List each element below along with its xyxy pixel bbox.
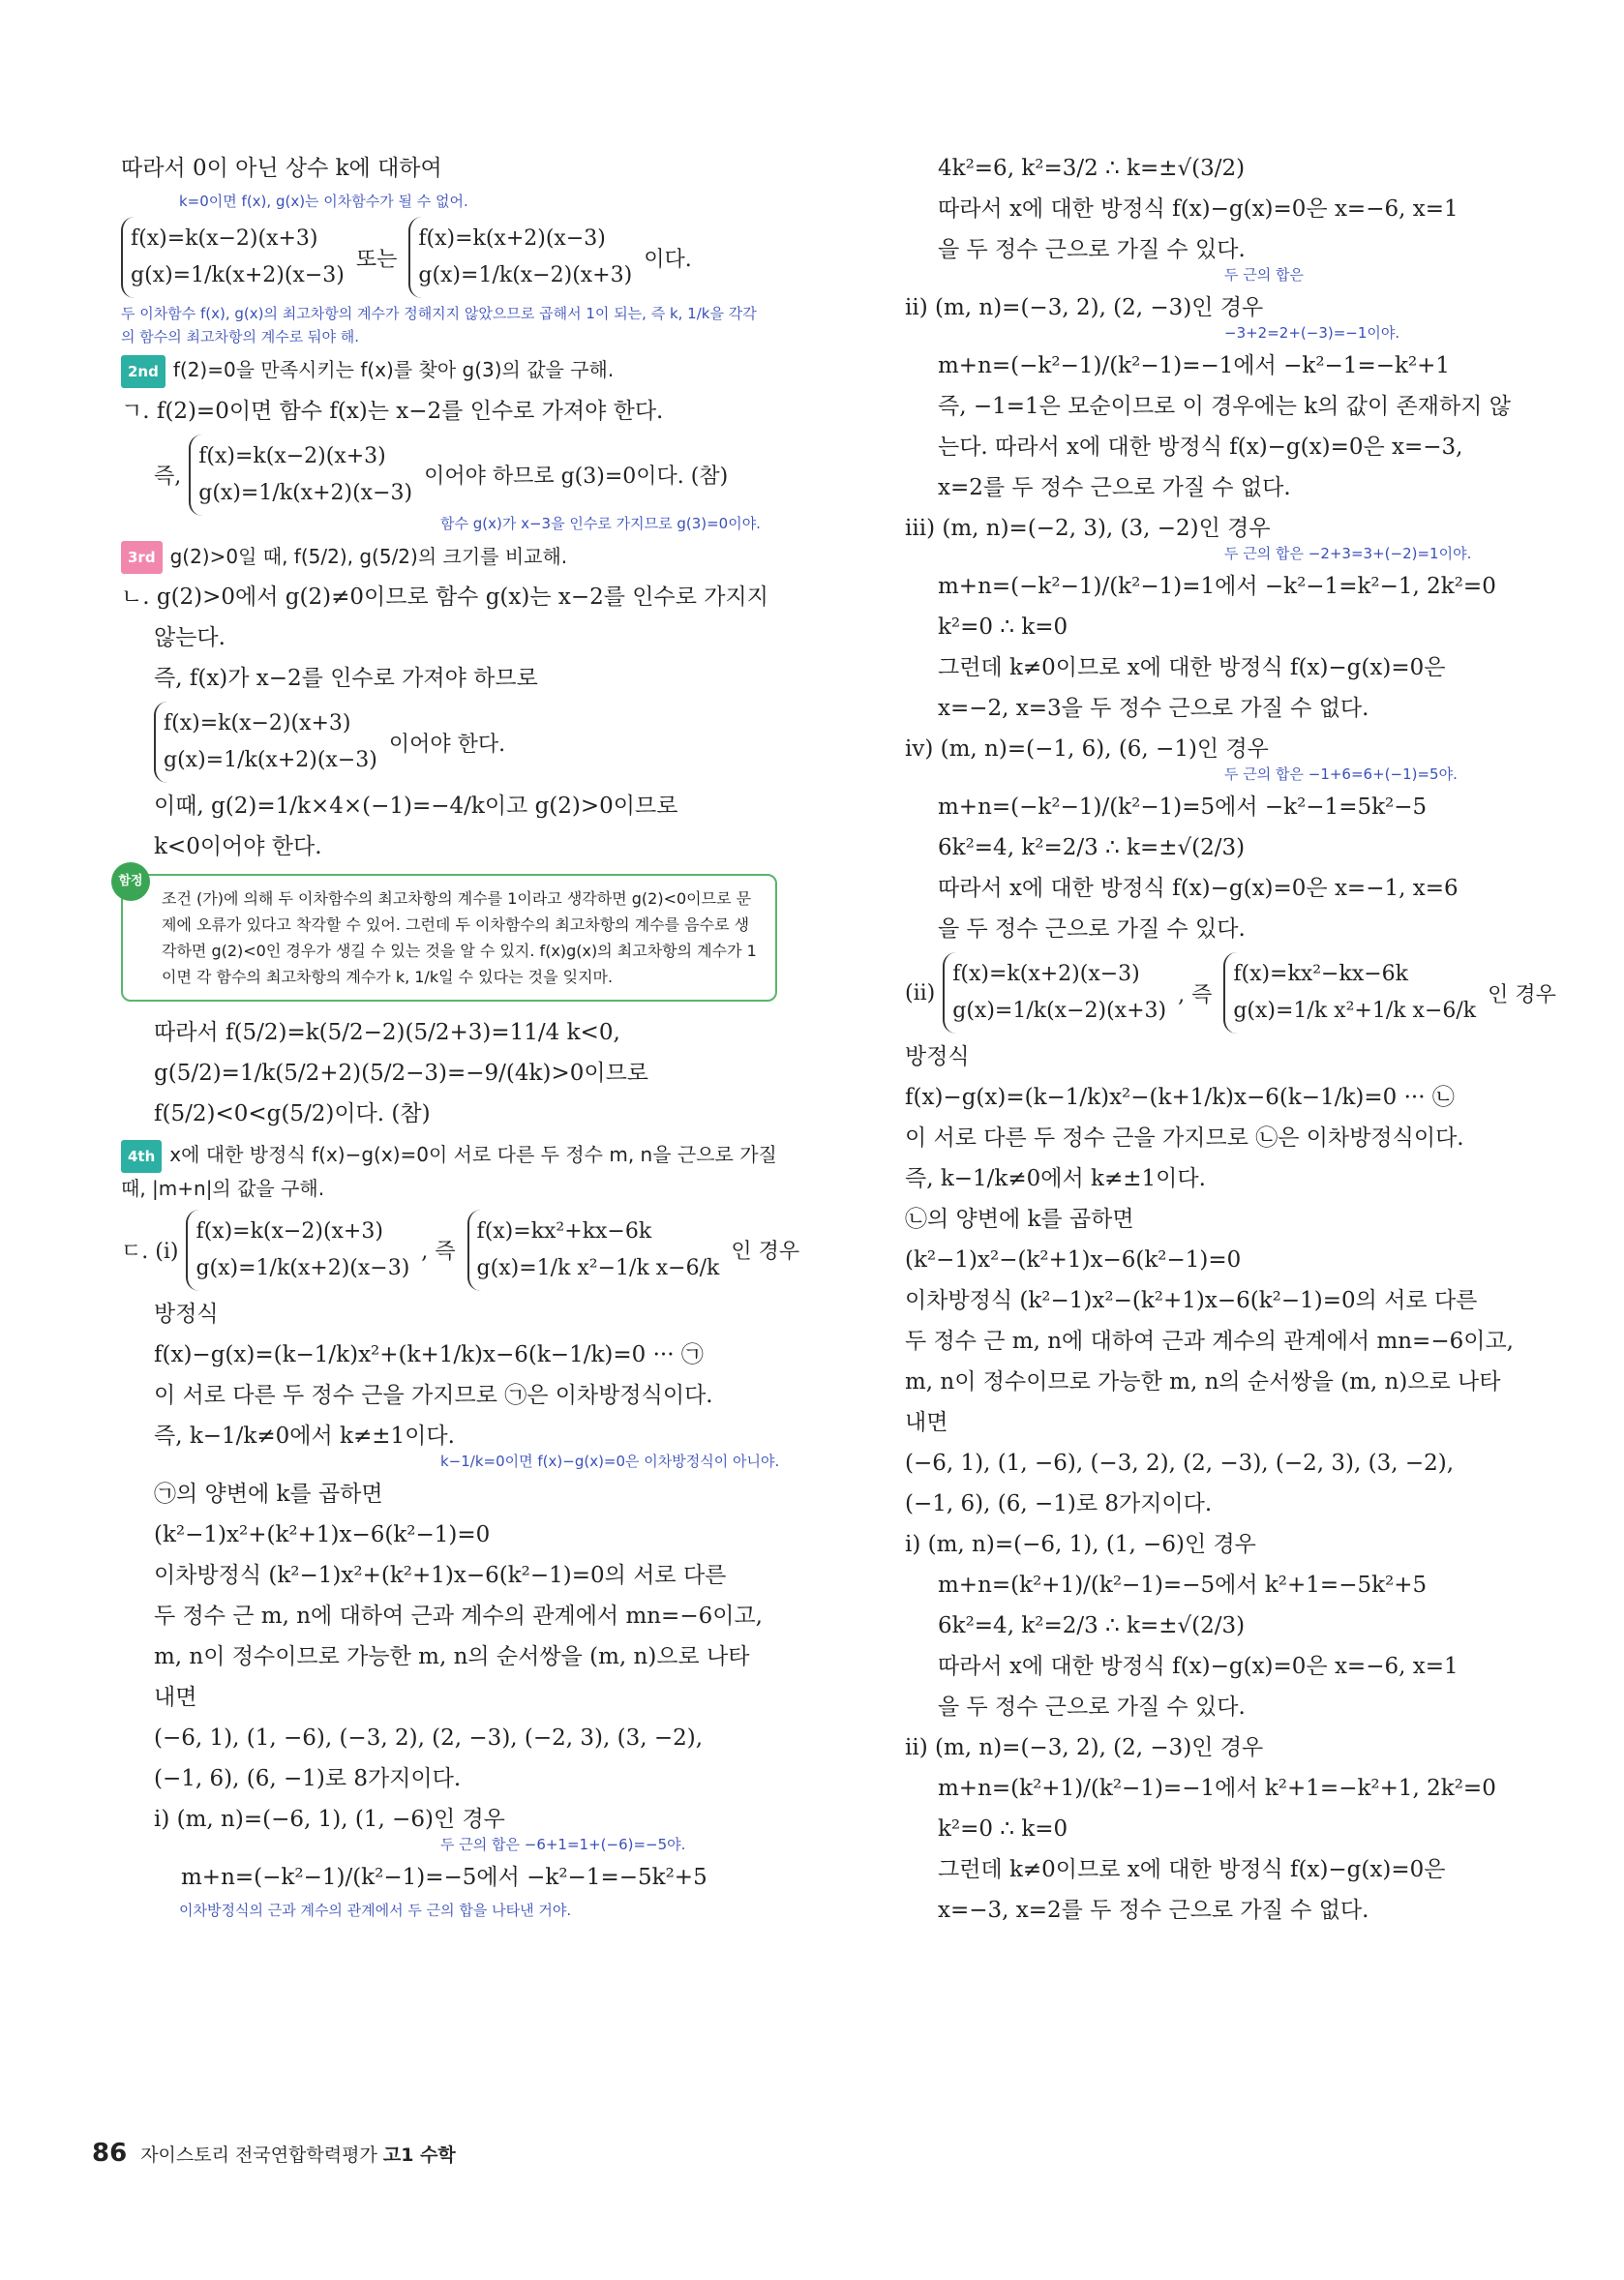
text-line: (−1, 6), (6, −1)로 8가지이다. bbox=[154, 1765, 462, 1791]
equation-row: f(x)=kx²+kx−6k bbox=[476, 1218, 652, 1244]
text-line: 즉, f(x)가 x−2를 인수로 가져야 하므로 bbox=[154, 666, 538, 691]
connector-text: , 즉 bbox=[421, 1240, 456, 1264]
equation-row: g(x)=1/k(x+2)(x−3) bbox=[131, 263, 345, 287]
connector-text: , 즉 bbox=[1178, 982, 1213, 1007]
equation-system bbox=[121, 1210, 798, 1291]
subject-label: 고1 수학 bbox=[382, 2145, 456, 2166]
text-line: 이차방정식 (k²−1)x²−(k²+1)x−6(k²−1)=0의 서로 다른 bbox=[905, 1288, 1478, 1313]
connector-text: 이어야 한다. bbox=[388, 732, 506, 757]
equation-system bbox=[121, 217, 798, 298]
annotation-note: 이차방정식의 근과 계수의 관계에서 두 근의 합을 나타낸 거야. bbox=[179, 1901, 572, 1919]
system-label: (ii) bbox=[905, 980, 936, 1005]
text-line: 6k²=4, k²=2/3 ∴ k=±√(2/3) bbox=[938, 1613, 1246, 1638]
equation-row: g(x)=1/k(x+2)(x−3) bbox=[198, 480, 413, 505]
text-line: m+n=(−k²−1)/(k²−1)=−5에서 −k²−1=−5k²+5 bbox=[181, 1864, 707, 1890]
text-line: (−6, 1), (1, −6), (−3, 2), (2, −3), (−2, 3), (3, −2), bbox=[905, 1451, 1455, 1476]
text-line: 두 정수 근 m, n에 대하여 근과 계수의 관계에서 mn=−6이고, bbox=[905, 1329, 1514, 1354]
text-line: 두 정수 근 m, n에 대하여 근과 계수의 관계에서 mn=−6이고, bbox=[154, 1603, 763, 1629]
connector-text: 인 경우 bbox=[1488, 982, 1556, 1007]
annotation-note: 두 근의 합은 −1+6=6+(−1)=5야. bbox=[1224, 765, 1458, 783]
book-title: 자이스토리 전국연합학력평가 bbox=[140, 2145, 383, 2166]
equation-row: f(x)=k(x+2)(x−3) bbox=[952, 962, 1140, 986]
step-badge: 3rd bbox=[121, 541, 163, 574]
text-line: 즉, −1=1은 모순이므로 이 경우에는 k의 값이 존재하지 않 bbox=[938, 394, 1511, 419]
left-column bbox=[118, 145, 800, 1924]
equation-row: g(x)=1/k x²−1/k x−6/k bbox=[476, 1255, 720, 1280]
page-number: 86 bbox=[92, 2139, 128, 2168]
text-line: 방정식 bbox=[905, 1044, 970, 1069]
annotation-note: k=0이면 f(x), g(x)는 이차함수가 될 수 없어. bbox=[179, 193, 468, 210]
text-line: ㉠의 양변에 k를 곱하면 bbox=[154, 1481, 383, 1507]
equation-row: g(x)=1/k(x−2)(x+3) bbox=[952, 999, 1167, 1023]
step-heading bbox=[121, 1139, 798, 1204]
text-line: 4k²=6, k²=3/2 ∴ k=±√(3/2) bbox=[938, 156, 1246, 181]
text-line: 내면 bbox=[905, 1410, 948, 1435]
annotation-note: 두 이차함수 f(x), g(x)의 최고차항의 계수가 정해지지 않았으므로 곱해서 1이 되는, 즉 k, 1/k을 각각 bbox=[121, 305, 757, 322]
step-heading bbox=[121, 354, 798, 388]
text-line: x=2를 두 정수 근으로 가질 수 없다. bbox=[938, 475, 1291, 500]
text-line: 을 두 정수 근으로 가질 수 있다. bbox=[938, 1695, 1246, 1720]
text-line: ㄱ. f(2)=0이면 함수 f(x)는 x−2를 인수로 가져야 한다. bbox=[121, 398, 664, 424]
annotation-note: 두 근의 합은 −6+1=1+(−6)=−5야. bbox=[440, 1835, 686, 1853]
text-line: 내면 bbox=[154, 1684, 197, 1710]
equation-row: g(x)=1/k(x+2)(x−3) bbox=[164, 748, 377, 772]
equation-row: f(x)=kx²−kx−6k bbox=[1233, 962, 1408, 986]
step-heading bbox=[121, 541, 798, 575]
text-line: m+n=(−k²−1)/(k²−1)=−1에서 −k²−1=−k²+1 bbox=[938, 353, 1451, 378]
text-line: 이때, g(2)=1/k×4×(−1)=−4/k이고 g(2)>0이므로 bbox=[154, 794, 678, 819]
text-line: m+n=(−k²−1)/(k²−1)=5에서 −k²−1=5k²−5 bbox=[938, 795, 1428, 820]
brace-group bbox=[154, 702, 377, 783]
annotation-note: 두 근의 합은 bbox=[1224, 266, 1304, 284]
text-line: (k²−1)x²−(k²+1)x−6(k²−1)=0 bbox=[905, 1247, 1242, 1273]
text-line: ii) (m, n)=(−3, 2), (2, −3)인 경우 bbox=[905, 1735, 1264, 1760]
brace-group bbox=[121, 217, 345, 298]
hint-text: 조건 (가)에 의해 두 이차함수의 최고차항의 계수를 1이라고 생각하면 g(2)<0이므로 문제에 오류가 있다고 착각할 수 있어. 그런데 두 이차함수의 최고차항의 계수를 음수로 생각하면 g(2)<0인 경우가 생길 수 있는 것을 알 수 있지. f(x)g(x)의 최고차항의 계수가 1이면 각 함수의 최고차항의 계수가 k, 1/k일 수 있다는 것을 잊지마. bbox=[162, 889, 757, 986]
step-badge: 2nd bbox=[121, 355, 165, 388]
step-badge: 4th bbox=[121, 1140, 162, 1173]
text-line: ㉡의 양변에 k를 곱하면 bbox=[905, 1207, 1134, 1232]
equation-row: g(x)=1/k x²+1/k x−6/k bbox=[1233, 999, 1477, 1023]
annotation-note: 함수 g(x)가 x−3을 인수로 가지므로 g(3)=0이야. bbox=[440, 514, 761, 532]
text-line: m, n이 정수이므로 가능한 m, n의 순서쌍을 (m, n)으로 나타 bbox=[154, 1643, 750, 1669]
step-text: x에 대한 방정식 f(x)−g(x)=0이 서로 다른 두 정수 m, n을 근으로 가질 때, |m+n|의 값을 구해. bbox=[121, 1143, 777, 1200]
text-line: (k²−1)x²+(k²+1)x−6(k²−1)=0 bbox=[154, 1521, 491, 1547]
text-line: k²=0 ∴ k=0 bbox=[938, 615, 1068, 640]
text-line: 그런데 k≠0이므로 x에 대한 방정식 f(x)−g(x)=0은 bbox=[938, 655, 1446, 680]
equation-system bbox=[121, 702, 798, 783]
text-line: 이차방정식 (k²−1)x²+(k²+1)x−6(k²−1)=0의 서로 다른 bbox=[154, 1562, 727, 1588]
text-line: 는다. 따라서 x에 대한 방정식 f(x)−g(x)=0은 x=−3, bbox=[938, 435, 1463, 460]
connector-text: 이다. bbox=[644, 247, 692, 272]
text-line: 따라서 f(5/2)=k(5/2−2)(5/2+3)=11/4 k<0, bbox=[154, 1020, 620, 1045]
equation-system bbox=[121, 435, 798, 516]
equation-system bbox=[905, 952, 1556, 1034]
equation-row: f(x)=k(x−2)(x+3) bbox=[198, 443, 386, 468]
text-line: 방정식 bbox=[154, 1301, 219, 1327]
brace-group bbox=[408, 217, 632, 298]
text-line: i) (m, n)=(−6, 1), (1, −6)인 경우 bbox=[905, 1532, 1256, 1557]
text-line: x=−2, x=3을 두 정수 근으로 가질 수 없다. bbox=[938, 696, 1369, 721]
equation-row: g(x)=1/k(x+2)(x−3) bbox=[195, 1255, 410, 1280]
equation-row: f(x)=k(x−2)(x+3) bbox=[164, 711, 351, 735]
text-line: k²=0 ∴ k=0 bbox=[938, 1816, 1068, 1842]
equation-row: g(x)=1/k(x−2)(x+3) bbox=[418, 263, 633, 287]
annotation-note: 의 함수의 최고차항의 계수로 둬야 해. bbox=[121, 328, 359, 345]
equation-row: f(x)=k(x−2)(x+3) bbox=[195, 1218, 383, 1244]
text-line: g(5/2)=1/k(5/2+2)(5/2−3)=−9/(4k)>0이므로 bbox=[154, 1061, 649, 1086]
text-line: f(x)−g(x)=(k−1/k)x²−(k+1/k)x−6(k−1/k)=0 ··· ㉡ bbox=[905, 1085, 1455, 1110]
connector-text: 인 경우 bbox=[731, 1240, 800, 1264]
text-line: 따라서 x에 대한 방정식 f(x)−g(x)=0은 x=−6, x=1 bbox=[938, 1654, 1459, 1679]
system-label: ㄷ. (i) bbox=[121, 1240, 179, 1264]
text-line: ii) (m, n)=(−3, 2), (2, −3)인 경우 bbox=[905, 295, 1264, 320]
step-text: g(2)>0일 때, f(5/2), g(5/2)의 크기를 비교해. bbox=[169, 544, 568, 568]
text-line: iv) (m, n)=(−1, 6), (6, −1)인 경우 bbox=[905, 736, 1269, 762]
brace-group bbox=[467, 1210, 720, 1291]
right-column bbox=[905, 145, 1556, 1934]
annotation-note: 두 근의 합은 −2+3=3+(−2)=1이야. bbox=[1224, 545, 1472, 562]
text-line: 따라서 x에 대한 방정식 f(x)−g(x)=0은 x=−6, x=1 bbox=[938, 196, 1459, 222]
annotation-note: k−1/k=0이면 f(x)−g(x)=0은 이차방정식이 아니야. bbox=[440, 1452, 780, 1470]
text-line: f(x)−g(x)=(k−1/k)x²+(k+1/k)x−6(k−1/k)=0 ··· ㉠ bbox=[154, 1341, 704, 1367]
text-line: 따라서 x에 대한 방정식 f(x)−g(x)=0은 x=−1, x=6 bbox=[938, 876, 1459, 901]
page-footer bbox=[92, 2139, 456, 2168]
text-line: m+n=(−k²−1)/(k²−1)=1에서 −k²−1=k²−1, 2k²=0 bbox=[938, 574, 1496, 599]
hint-box bbox=[118, 874, 777, 1002]
step-text: f(2)=0을 만족시키는 f(x)를 찾아 g(3)의 값을 구해. bbox=[172, 358, 615, 381]
equation-row: f(x)=k(x−2)(x+3) bbox=[131, 226, 318, 251]
hint-tag: 함정 bbox=[111, 862, 150, 901]
connector-text: 또는 bbox=[355, 247, 398, 272]
text-line: iii) (m, n)=(−2, 3), (3, −2)인 경우 bbox=[905, 516, 1271, 541]
text-line: 이 서로 다른 두 정수 근을 가지므로 ㉡은 이차방정식이다. bbox=[905, 1125, 1464, 1151]
text-line: 6k²=4, k²=2/3 ∴ k=±√(2/3) bbox=[938, 835, 1246, 860]
annotation-note: −3+2=2+(−3)=−1이야. bbox=[1224, 324, 1400, 342]
text-line: 이 서로 다른 두 정수 근을 가지므로 ㉠은 이차방정식이다. bbox=[154, 1382, 713, 1408]
equation-row: f(x)=k(x+2)(x−3) bbox=[418, 226, 606, 251]
text-line: 즉, k−1/k≠0에서 k≠±1이다. bbox=[154, 1423, 455, 1449]
text-line: (−6, 1), (1, −6), (−3, 2), (2, −3), (−2, 3), (3, −2), bbox=[154, 1725, 704, 1751]
text-line: 을 두 정수 근으로 가질 수 있다. bbox=[938, 237, 1246, 262]
text-line: (−1, 6), (6, −1)로 8가지이다. bbox=[905, 1491, 1213, 1516]
text-line: k<0이어야 한다. bbox=[154, 834, 322, 859]
brace-group bbox=[189, 435, 412, 516]
brace-group bbox=[943, 952, 1166, 1034]
text-line: m+n=(k²+1)/(k²−1)=−5에서 k²+1=−5k²+5 bbox=[938, 1573, 1428, 1598]
text-line: ㄴ. g(2)>0에서 g(2)≠0이므로 함수 g(x)는 x−2를 인수로 가지지 bbox=[121, 585, 768, 610]
brace-group bbox=[1223, 952, 1476, 1034]
text-line: 을 두 정수 근으로 가질 수 있다. bbox=[938, 916, 1246, 942]
text-line: m+n=(k²+1)/(k²−1)=−1에서 k²+1=−k²+1, 2k²=0 bbox=[938, 1776, 1496, 1801]
system-label: 즉, bbox=[154, 465, 182, 489]
text-line: 따라서 0이 아닌 상수 k에 대하여 bbox=[121, 156, 442, 181]
text-line: 그런데 k≠0이므로 x에 대한 방정식 f(x)−g(x)=0은 bbox=[938, 1857, 1446, 1882]
connector-text: 이어야 하므로 g(3)=0이다. (참) bbox=[424, 465, 729, 489]
text-line: 즉, k−1/k≠0에서 k≠±1이다. bbox=[905, 1166, 1206, 1191]
text-line: x=−3, x=2를 두 정수 근으로 가질 수 없다. bbox=[938, 1898, 1369, 1923]
text-line: 않는다. bbox=[154, 625, 226, 650]
brace-group bbox=[186, 1210, 409, 1291]
text-line: i) (m, n)=(−6, 1), (1, −6)인 경우 bbox=[154, 1806, 505, 1832]
text-line: m, n이 정수이므로 가능한 m, n의 순서쌍을 (m, n)으로 나타 bbox=[905, 1369, 1501, 1395]
text-line: f(5/2)<0<g(5/2)이다. (참) bbox=[154, 1101, 431, 1126]
